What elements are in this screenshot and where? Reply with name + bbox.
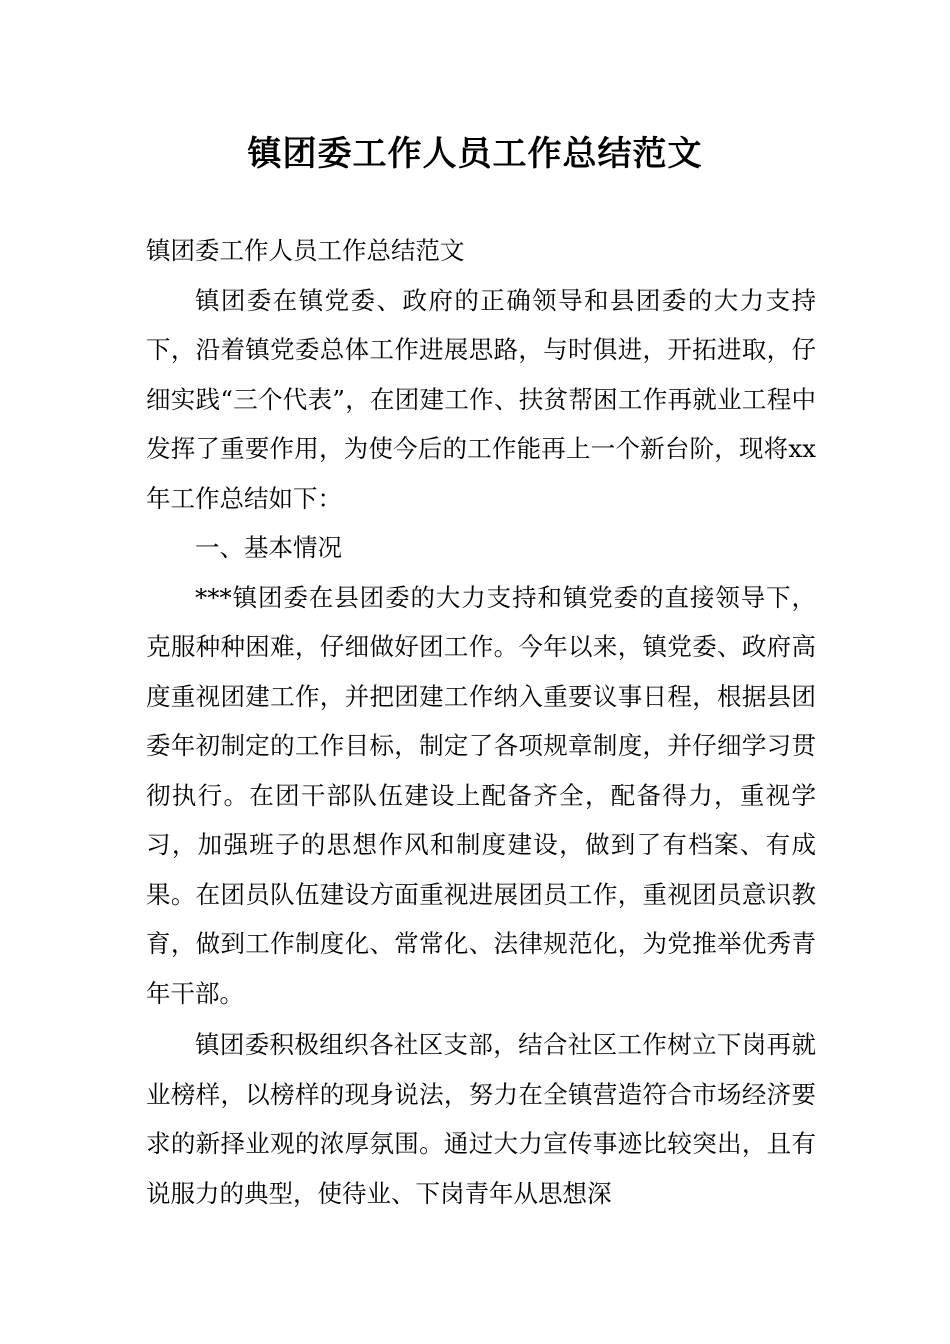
intro-paragraph: 镇团委在镇党委、政府的正确领导和县团委的大力支持下，沿着镇党委总体工作进展思路，与时俱进，开拓进取，仔细实践“三个代表”，在团建工作、扶贫帮困工作再就业工程中发挥了重要作用，为使今后的工作能再上一个新台阶，现将xx年工作总结如下： — [146, 285, 816, 513]
document-title: 镇团委工作人员工作总结范文 — [247, 134, 703, 174]
basic-situation-paragraph: ***镇团委在县团委的大力支持和镇党委的直接领导下，克服种种困难，仔细做好团工作。今年以来，镇党委、政府高度重视团建工作，并把团建工作纳入重要议事日程，根据县团委年初制定的工作目标，制定了各项规章制度，并仔细学习贯彻执行。在团干部队伍建设上配备齐全，配备得力，重视学习，加强班子的思想作风和制度建设，做到了有档案、有成果。在团员队伍建设方面重视进展团员工作，重视团员意识教育，做到工作制度化、常常化、法律规范化，为党推举优秀青年干部。 — [146, 582, 816, 1008]
subtitle-paragraph: 镇团委工作人员工作总结范文 — [146, 236, 465, 265]
community-paragraph: 镇团委积极组织各社区支部，结合社区工作树立下岗再就业榜样，以榜样的现身说法，努力在全镇营造符合市场经济要求的新择业观的浓厚氛围。通过大力宣传事迹比较突出，且有说服力的典型，使待业、下岗青年从思想深 — [146, 1030, 816, 1208]
section-heading: 一、基本情况 — [195, 533, 342, 562]
document-body — [146, 226, 816, 1218]
